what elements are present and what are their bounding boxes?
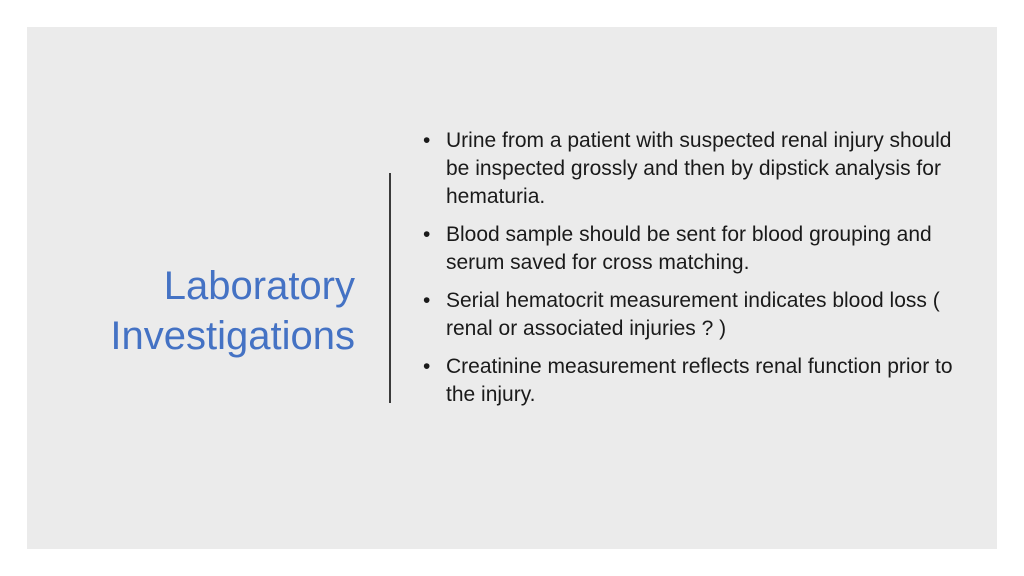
title-line-2: Investigations (110, 314, 355, 358)
bullet-text: Blood sample should be sent for blood grouping and serum saved for cross matching. (446, 223, 932, 274)
bullet-icon: • (423, 289, 431, 312)
slide (27, 27, 997, 549)
vertical-divider (389, 173, 391, 403)
bullet-item (421, 127, 961, 211)
bullet-text: Creatinine measurement reflects renal function prior to the injury. (446, 355, 953, 406)
bullet-text: Urine from a patient with suspected renal injury should be inspected grossly and then by dipstick analysis for hematuria. (446, 129, 952, 208)
bullet-icon: • (423, 223, 431, 246)
bullet-list (421, 127, 961, 419)
bullet-icon: • (423, 129, 431, 152)
slide-title (55, 261, 355, 361)
bullet-item (421, 287, 961, 343)
title-line-1: Laboratory (163, 264, 355, 308)
bullet-item (421, 221, 961, 277)
bullet-icon: • (423, 355, 431, 378)
bullet-text: Serial hematocrit measurement indicates blood loss ( renal or associated injuries ? ) (446, 289, 940, 340)
bullet-item (421, 353, 961, 409)
